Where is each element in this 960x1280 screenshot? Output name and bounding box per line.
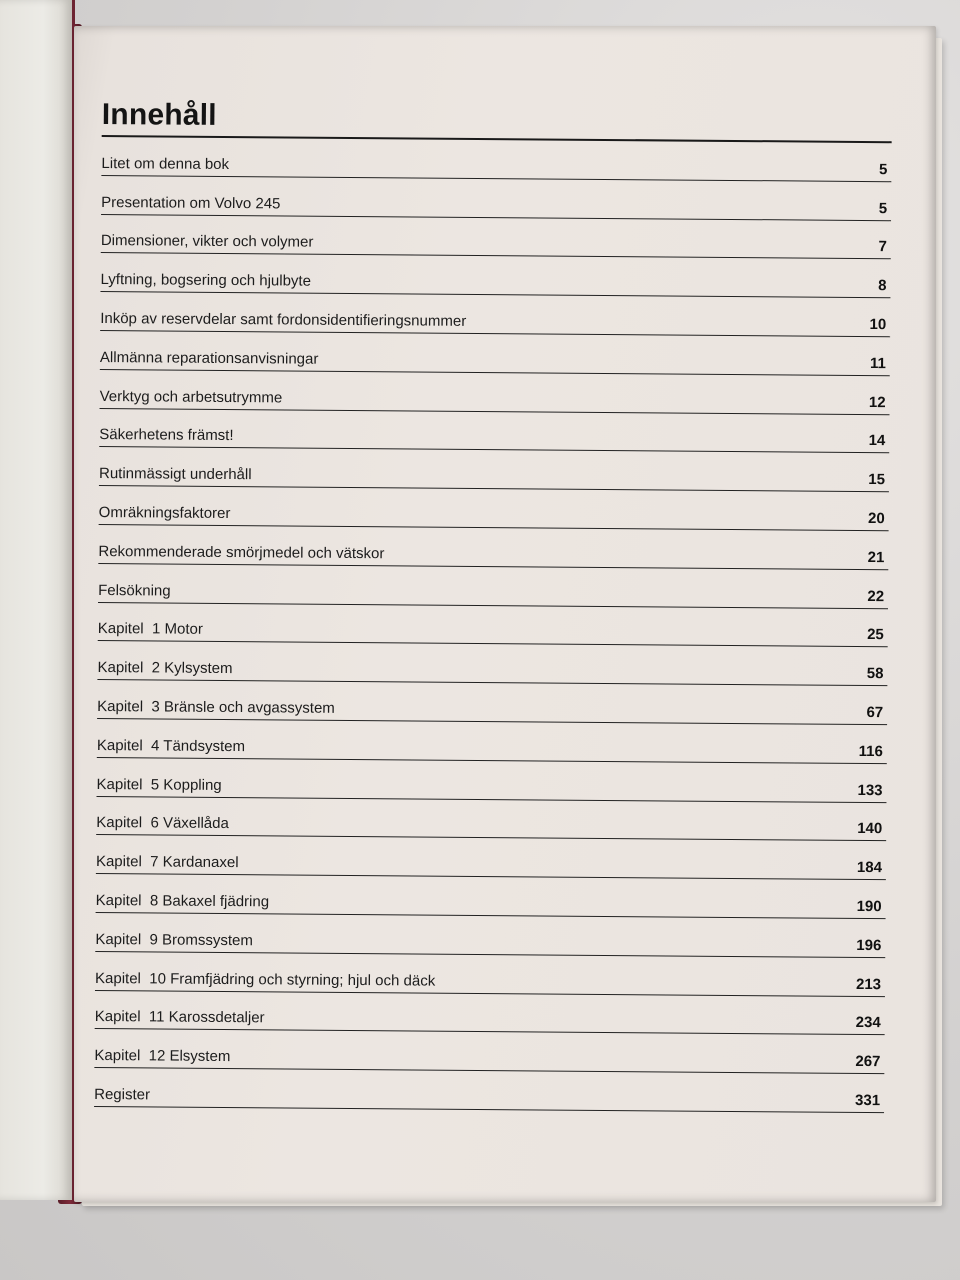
- toc-entry-page-number: 190: [856, 897, 882, 916]
- toc-entry-label: Inköp av reservdelar samt fordonsidentifieringsnummer: [100, 309, 467, 330]
- table-of-contents: [94, 95, 892, 1113]
- toc-entry: [98, 564, 888, 609]
- toc-entry-page-number: 140: [857, 820, 883, 838]
- toc-entry: [95, 952, 885, 997]
- toc-entry-label: Kapitel 4 Tändsystem: [96, 736, 246, 755]
- toc-entry-page-number: 20: [867, 509, 885, 528]
- toc-entry-label: Rekommenderade smörjmedel och vätskor: [98, 542, 385, 562]
- toc-entry-label: Kapitel 9 Bromssystem: [95, 930, 253, 949]
- toc-entry-label: Omräkningsfaktorer: [98, 503, 231, 522]
- toc-entry-label: Kapitel 6 Växellåda: [96, 814, 229, 833]
- toc-entry: [97, 680, 887, 725]
- toc-entry-page-number: 21: [867, 548, 885, 566]
- toc-entry-page-number: 15: [868, 471, 886, 489]
- toc-entry: [101, 215, 891, 260]
- toc-entry-page-number: 11: [869, 354, 886, 372]
- toc-entry: [100, 292, 890, 337]
- toc-entry: [99, 447, 889, 492]
- toc-entry-label: Kapitel 8 Bakaxel fjädring: [95, 891, 270, 911]
- toc-entry-label: Verktyg och arbetsutrymme: [99, 387, 283, 407]
- toc-entry: [95, 913, 885, 958]
- toc-entry-page-number: 133: [857, 781, 883, 799]
- toc-entry: [96, 874, 886, 919]
- toc-entry: [99, 409, 889, 454]
- toc-entry-page-number: 12: [868, 393, 886, 411]
- toc-entry-page-number: 10: [869, 316, 887, 334]
- toc-entry: [94, 1068, 884, 1113]
- toc-entry-page-number: 267: [855, 1053, 881, 1071]
- toc-entry: [97, 641, 887, 686]
- page-title: Innehåll: [102, 95, 892, 143]
- toc-entry-label: Kapitel 5 Koppling: [96, 775, 222, 794]
- toc-entry: [100, 253, 890, 298]
- toc-entry-page-number: 116: [858, 742, 883, 760]
- toc-entry: [97, 719, 887, 764]
- toc-entry-label: Kapitel 10 Framfjädring och styrning; hjul och däck: [94, 969, 436, 990]
- toc-entry-label: Kapitel 12 Elsystem: [94, 1047, 231, 1066]
- toc-entry-label: Presentation om Volvo 245: [101, 193, 281, 212]
- toc-entry: [101, 137, 891, 182]
- toc-entry: [96, 797, 886, 842]
- toc-entry: [98, 525, 888, 570]
- toc-entry: [101, 176, 891, 221]
- toc-entry-page-number: 331: [855, 1091, 881, 1110]
- toc-entry-page-number: 234: [855, 1014, 881, 1032]
- toc-entry-label: Dimensioner, vikter och volymer: [100, 232, 314, 252]
- toc-entry: [95, 991, 885, 1036]
- toc-entry: [100, 370, 890, 415]
- toc-entry: [98, 603, 888, 648]
- toc-entry-page-number: 5: [879, 160, 888, 178]
- toc-entry-page-number: 196: [856, 936, 882, 954]
- toc-entry-label: Allmänna reparationsanvisningar: [99, 348, 319, 368]
- toc-entry-page-number: 14: [868, 432, 886, 450]
- toc-entry-label: Register: [94, 1085, 151, 1104]
- toc-entry-label: Felsökning: [98, 581, 171, 600]
- toc-entry: [96, 758, 886, 803]
- toc-entry-label: Lyftning, bogsering och hjulbyte: [100, 271, 312, 290]
- toc-entry-page-number: 58: [866, 665, 884, 683]
- toc-entry: [99, 486, 889, 531]
- toc-entry-label: Kapitel 3 Bränsle och avgassystem: [97, 697, 335, 717]
- toc-entry-page-number: 5: [878, 199, 888, 217]
- toc-entry-label: Kapitel 7 Kardanaxel: [95, 853, 239, 872]
- toc-entry-label: Kapitel 2 Kylsystem: [97, 659, 233, 678]
- toc-list: [94, 137, 892, 1113]
- toc-entry-label: Kapitel 11 Karossdetaljer: [94, 1008, 265, 1027]
- toc-entry-page-number: 22: [867, 587, 885, 605]
- toc-entry-page-number: 184: [856, 859, 883, 877]
- toc-entry-page-number: 7: [878, 238, 887, 256]
- toc-entry-page-number: 8: [878, 277, 887, 295]
- left-page-edge: [0, 0, 75, 1200]
- toc-entry-page-number: 213: [855, 975, 882, 993]
- toc-entry-page-number: 25: [867, 626, 884, 644]
- toc-entry: [96, 835, 886, 880]
- toc-entry-label: Kapitel 1 Motor: [97, 620, 203, 639]
- toc-entry-page-number: 67: [866, 703, 884, 722]
- toc-entry: [94, 1029, 884, 1074]
- toc-entry-label: Rutinmässigt underhåll: [98, 465, 252, 484]
- toc-entry-label: Säkerhetens främst!: [99, 426, 234, 445]
- toc-entry-label: Litet om denna bok: [101, 154, 230, 173]
- toc-entry: [100, 331, 890, 376]
